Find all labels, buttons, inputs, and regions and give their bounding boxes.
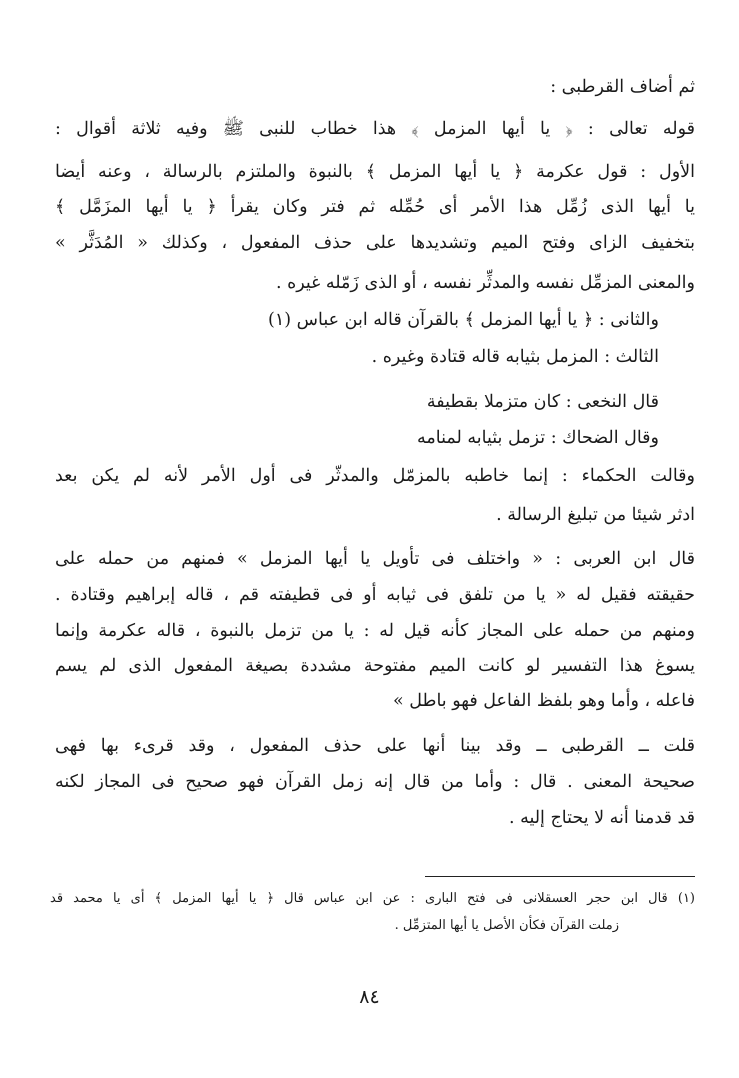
text-line-16: يسوغ هذا التفسير لو كانت الميم مفتوحة مشددة بصيغة المفعول الذى لم يسم — [55, 656, 695, 676]
text-line-14: حقيقته فقيل له « يا من تلفق فى ثيابه أو فى قطيفته قم ، قاله إبراهيم وقتادة . — [55, 585, 695, 605]
text-line-9: قال النخعى : كان متزملا بقطيفة — [426, 392, 659, 412]
text-line-8: الثالث : المزمل بثيابه قاله قتادة وغيره . — [371, 347, 659, 367]
text-line-12: ادثر شيئا من تبليغ الرسالة . — [496, 505, 695, 525]
text-line-19: صحيحة المعنى . قال : وأما من قال إنه زمل القرآن فهو صحيح فى المجاز لكنه — [55, 772, 695, 792]
footnote-separator — [425, 876, 695, 877]
text-line-4: يا أيها الذى زُمِّل هذا الأمر أى حُمِّله ثم فتر وكان يقرأ ﴿ يا أيها المزَمَّل ﴾ — [55, 197, 695, 217]
text-line-13: قال ابن العربى : « واختلف فى تأويل يا أيها المزمل » فمنهم من حمله على — [55, 549, 695, 569]
footnote-line-2: زملت القرآن فكأن الأصل يا أيها المتزمِّل . — [394, 918, 619, 933]
text-line-3: الأول : قول عكرمة ﴿ يا أيها المزمل ﴾ بالنبوة والملتزم بالرسالة ، وعنه أيضا — [55, 162, 695, 182]
text-line-2: قوله تعالى : ﴿ يا أيها المزمل ﴾ هذا خطاب للنبى ﷺ وفيه ثلاثة أقوال : — [55, 119, 695, 139]
text-line-11: وقالت الحكماء : إنما خاطبه بالمزمّل والمدثّر فى أول الأمر لأنه لم يكن بعد — [55, 466, 695, 486]
text-line-7: والثانى : ﴿ يا أيها المزمل ﴾ بالقرآن قاله ابن عباس (١) — [268, 310, 659, 330]
text-line-6: والمعنى المزمِّل نفسه والمدثِّر نفسه ، أو الذى زَمّله غيره . — [275, 273, 695, 293]
text-line-20: قد قدمنا أنه لا يحتاج إليه . — [508, 808, 695, 828]
text-line-1: ثم أضاف القرطبى : — [550, 77, 695, 97]
text-line-15: ومنهم من حمله على المجاز كأنه قيل له : يا من تزمل بالنبوة ، قاله عكرمة وإنما — [55, 621, 695, 641]
text-line-10: وقال الضحاك : تزمل بثيابه لمنامه — [417, 428, 659, 448]
page-number: ٨٤ — [359, 986, 380, 1008]
text-line-18: قلت ــ القرطبى ــ وقد بينا أنها على حذف المفعول ، وقد قرىء بها فهى — [55, 736, 695, 756]
text-line-17: فاعله ، وأما وهو بلفظ الفاعل فهو باطل » — [393, 691, 695, 711]
text-line-5: بتخفيف الزاى وفتح الميم وتشديدها على حذف المفعول ، وكذلك « المُدَثَّر » — [55, 233, 695, 253]
footnote-line-1: (١) قال ابن حجر العسقلانى فى فتح البارى : عن ابن عباس قال ﴿ يا أيها المزمل ﴾ أى يا محمد قد — [50, 891, 695, 906]
